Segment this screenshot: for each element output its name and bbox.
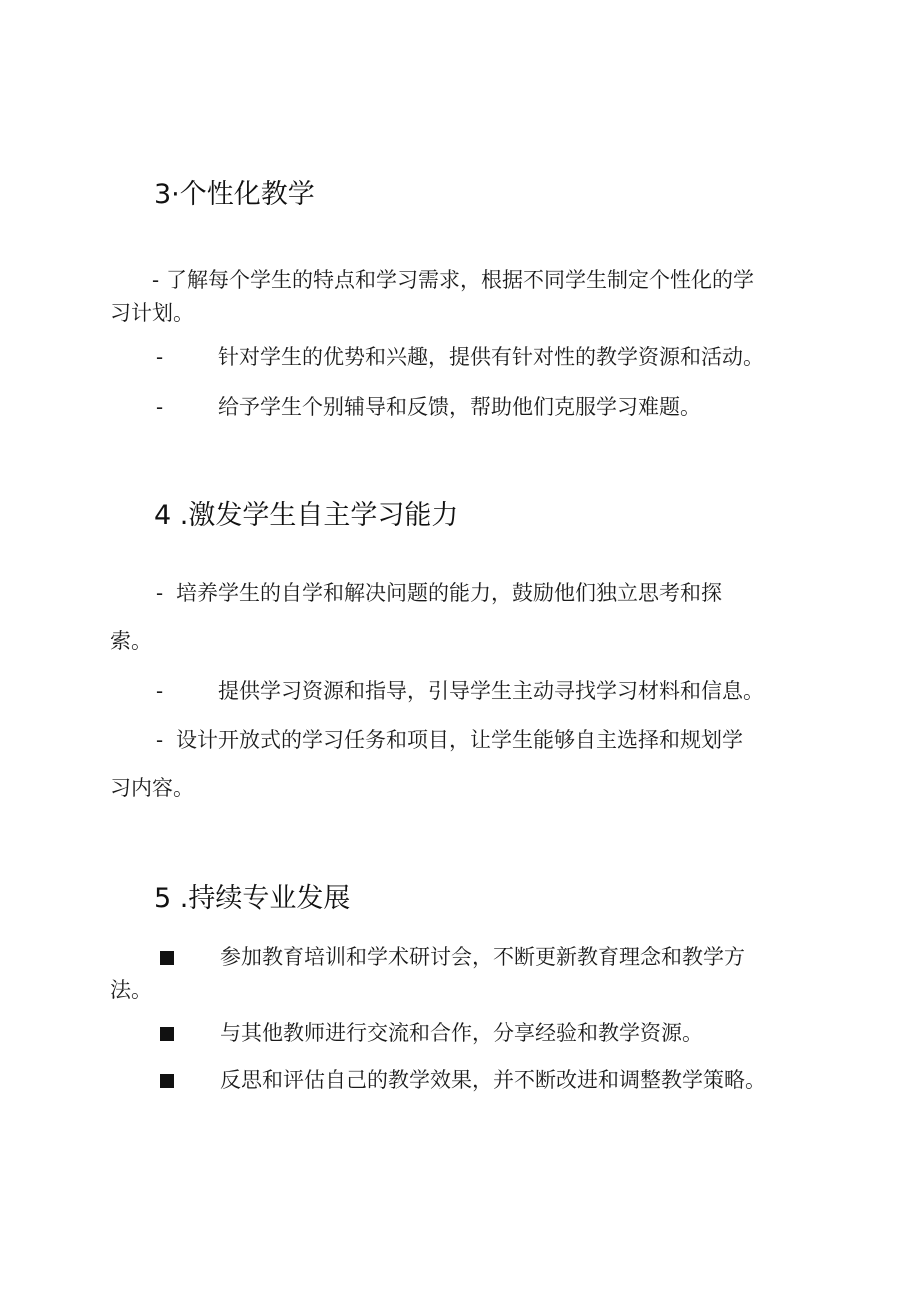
list-item-text: 反思和评估自己的教学效果，并不断改进和调整教学策略。 [220,1068,766,1092]
list-dash: - [156,581,164,605]
list-dash: - [156,728,164,752]
list-item-text: 设计开放式的学习任务和项目，让学生能够自主选择和规划学 [176,728,743,752]
list-item-text-continued: 索。 [110,629,152,653]
section-heading: 3·个性化教学 [154,179,315,210]
list-item-text: 培养学生的自学和解决问题的能力，鼓励他们独立思考和探 [176,581,722,605]
bullet-square-icon [160,1074,174,1088]
list-item-text: 参加教育培训和学术研讨会，不断更新教育理念和教学方 [220,945,745,969]
list-dash: - [152,268,160,292]
list-dash: - [156,345,164,369]
list-item-text-continued: 习计划。 [110,301,194,325]
list-item-text-continued: 习内容。 [110,776,194,800]
list-dash: - [156,395,164,419]
list-item-text: 提供学习资源和指导，引导学生主动寻找学习材料和信息。 [218,679,764,703]
list-item-text: 与其他教师进行交流和合作，分享经验和教学资源。 [220,1021,703,1045]
bullet-square-icon [160,951,174,965]
list-item-text-continued: 法。 [110,978,152,1002]
section-heading: 4 .激发学生自主学习能力 [154,500,459,531]
list-item-text: 了解每个学生的特点和学习需求，根据不同学生制定个性化的学 [166,268,754,292]
bullet-square-icon [160,1027,174,1041]
list-item-text: 针对学生的优势和兴趣，提供有针对性的教学资源和活动。 [218,345,764,369]
section-heading: 5 .持续专业发展 [154,883,351,914]
list-item-text: 给予学生个别辅导和反馈，帮助他们克服学习难题。 [218,395,701,419]
list-dash: - [156,679,164,703]
